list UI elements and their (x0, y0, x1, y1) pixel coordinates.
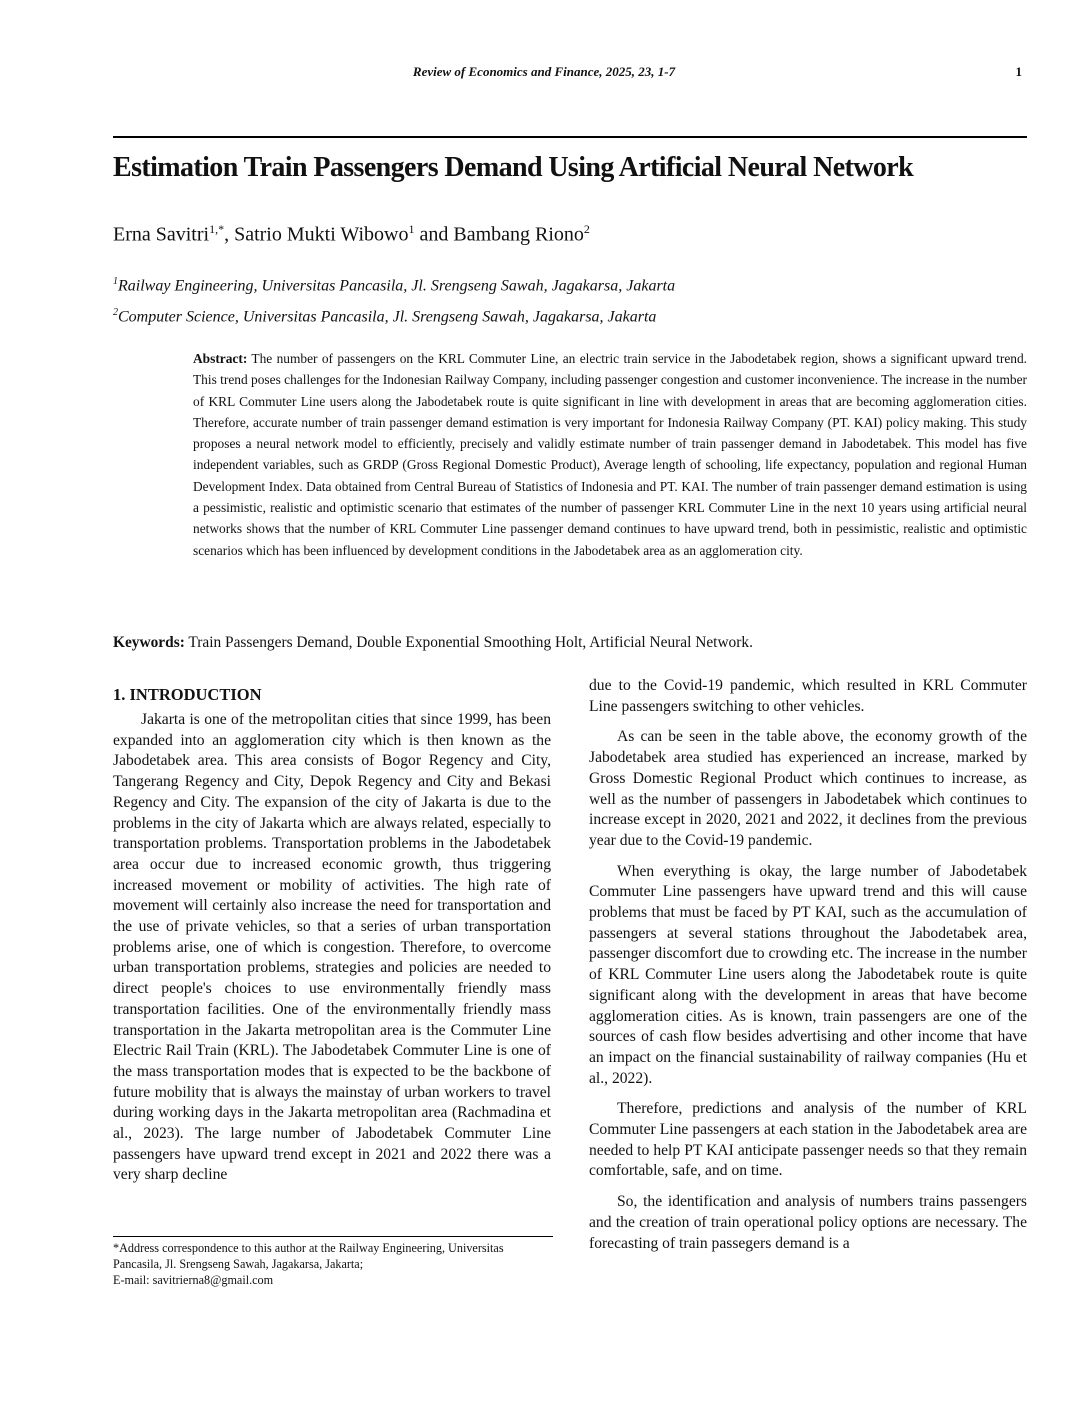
abstract-text: The number of passengers on the KRL Commuter Line, an electric train service in the Jabodetabek region, shows a significant upward trend. This trend poses challenges for the Indonesian Railway Company, including passenger congestion and customer inconvenience. The increase in the number of KRL Commuter Line users along the Jabodetabek route is quite significant in line with development in areas that are becoming agglomeration cities. Therefore, accurate number of train passenger demand estimation is very important for Indonesia Railway Company (PT. KAI) policy making. This study proposes a neural network model to efficiently, precisely and validly estimate number of train passenger demand in Jabodetabek. This model has five independent variables, such as GRDP (Gross Regional Domestic Product), Average length of schooling, life expectancy, population and regional Human Development Index. Data obtained from Central Bureau of Statistics of Indonesia and PT. KAI. The number of train passenger demand estimation is using a pessimistic, realistic and optimistic scenario that estimates of the number of passenger KRL Commuter Line in the next 10 years using artificial neural networks shows that the number of KRL Commuter Line passenger demand continues to have upward trend, both in pessimistic, realistic and optimistic scenarios which has been influenced by development conditions in the Jabodetabek area as an agglomeration city. (193, 351, 1027, 558)
left-column (113, 676, 551, 1196)
affiliation-mark: 1 (113, 276, 118, 287)
body-paragraph: Therefore, predictions and analysis of the number of KRL Commuter Line passengers at each station in the Jabodetabek area are needed to help PT KAI anticipate passenger needs so that they remain comfortable, safe, and on time. (589, 1100, 1027, 1180)
footnote-email: E-mail: savitrierna8@gmail.com (113, 1273, 274, 1287)
footnote-rule (113, 1236, 553, 1237)
right-column (589, 676, 1027, 1264)
body-paragraph: So, the identification and analysis of numbers trains passengers and the creation of train operational policy options are necessary. The forecasting of train passegers demand is a (589, 1193, 1027, 1252)
affiliation-mark: 2 (113, 307, 118, 318)
section-heading: 1. INTRODUCTION (113, 685, 262, 704)
author-name: Bambang Riono (453, 223, 584, 246)
body-paragraph: When everything is okay, the large number of Jabodetabek Commuter Line passengers have upward trend and this will cause problems that must be faced by PT KAI, such as the accumulation of passengers at several stations throughout the Jabodetabek area, passenger discomfort due to crowding etc. The increase in the number of KRL Commuter Line users along the Jabodetabek route is quite significant along with the development in areas that have become agglomeration cities. As is known, train passengers are one of the sources of cash flow besides advertising and other income that have an impact on the financial sustainability of railway companies (Hu et al., 2022). (589, 862, 1027, 1087)
page-number: 1 (1015, 64, 1022, 79)
affiliation (113, 276, 675, 295)
header-rule (113, 136, 1027, 138)
author-mark: 1 (408, 222, 415, 236)
abstract-label: Abstract: (193, 351, 248, 366)
footnote-address: *Address correspondence to this author at the Railway Engineering, Universitas Pancasila, Jl. Srengseng Sawah, Jagakarsa, Jakarta; (113, 1241, 504, 1271)
journal-citation: Review of Economics and Finance, 2025, 23, 1-7 (412, 64, 676, 79)
body-paragraph: Jakarta is one of the metropolitan cities that since 1999, has been expanded into an agglomeration city which is then known as the Jabodetabek area. This area consists of Bogor Regency and City, Tangerang Regency and City, Depok Regency and City and Bekasi Regency and City. The expansion of the city of Jakarta is due to the problems in the city of Jakarta which are always related, especially to transportation problems. Transportation problems in the Jabodetabek area occur due to increased economic growth, thus triggering increased movement or mobility of activities. The high rate of movement will certainly also increase the need for transportation and the use of private vehicles, so that a series of urban transportation problems arise, one of which is congestion. Therefore, to overcome urban transportation problems, strategies and policies are needed to direct people's choices to use environmentally friendly mass transportation facilities. One of the environmentally friendly mass transportation in the Jakarta metropolitan area is the Commuter Line Electric Rail Train (KRL). The Jabodetabek Commuter Line is one of the mass transportation modes that is expected to be the backbone of future mobility that is always the mainstay of urban workers to travel during working days in the Jakarta metropolitan area (Rachmadina et al., 2023). The large number of Jabodetabek Commuter Line passengers have upward trend except in 2021 and 2022 there was a very sharp decline (113, 711, 551, 1184)
paper-title: Estimation Train Passengers Demand Using Artificial Neural Network (113, 152, 914, 183)
author-mark: 1,* (209, 222, 225, 236)
affiliation (113, 307, 656, 326)
keywords (113, 634, 1027, 652)
footnote (113, 1240, 553, 1288)
abstract (193, 348, 1027, 561)
running-head (0, 64, 1088, 84)
affiliation-text: Computer Science, Universitas Pancasila, Jl. Srengseng Sawah, Jagakarsa, Jakarta (118, 308, 657, 326)
author-list (113, 222, 590, 247)
keywords-label: Keywords: (113, 634, 185, 651)
author-mark: 2 (583, 222, 590, 236)
body-paragraph-continued: due to the Covid-19 pandemic, which resulted in KRL Commuter Line passengers switching to other vehicles. (589, 677, 1027, 715)
body-paragraph: As can be seen in the table above, the economy growth of the Jabodetabek area studied has experienced an increase, marked by Gross Domestic Regional Product which continues to increase, as well as the number of passengers in Jabodetabek which continues to increase except in 2020, 2021 and 2022, it declines from the previous year due to the Covid-19 pandemic. (589, 728, 1027, 849)
author-name: Satrio Mukti Wibowo (234, 223, 409, 246)
author-separator: and (414, 223, 454, 246)
author-name: Erna Savitri (113, 223, 210, 246)
keywords-text: Train Passengers Demand, Double Exponential Smoothing Holt, Artificial Neural Network. (188, 634, 753, 651)
author-separator: , (224, 223, 235, 246)
affiliation-text: Railway Engineering, Universitas Pancasila, Jl. Srengseng Sawah, Jagakarsa, Jakarta (118, 277, 676, 295)
